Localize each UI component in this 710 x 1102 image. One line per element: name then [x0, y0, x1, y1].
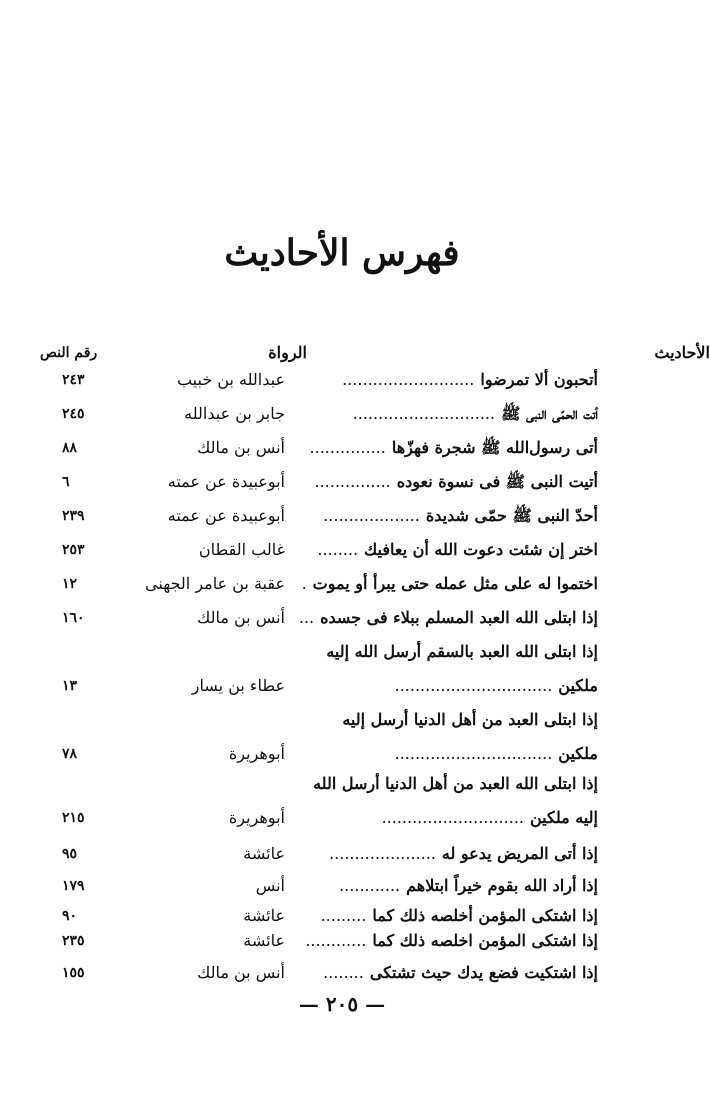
narrator-name: أبوهريرة [228, 808, 285, 827]
text-number: ١٣ [62, 678, 78, 694]
text-number: ١٢ [62, 576, 78, 592]
narrator-name: جابر بن عبدالله [184, 404, 285, 423]
hadith-text: إليه ملكين............................ [381, 808, 598, 827]
hadith-text: أتحبون ألا تمرضوا.......................... [342, 370, 598, 389]
text-number: ١٦٠ [62, 610, 85, 626]
index-row [0, 926, 684, 956]
index-row [0, 569, 684, 599]
column-header-number: رقم النص [40, 345, 98, 361]
page-number: — ٢٠٥ — [298, 992, 386, 1016]
narrator-name: أنس [255, 876, 285, 895]
narrator-name: أبوعبيدة عن عمته [167, 506, 285, 525]
text-number: ١٥٥ [62, 965, 85, 981]
hadith-text-line: إذا ابتلى العبد من أهل الدنيا أرسل إليه [342, 710, 598, 729]
text-number: ٦ [62, 474, 70, 490]
index-row-continuation [0, 769, 684, 799]
index-row [0, 603, 684, 633]
hadith-text: اختر إن شئت دعوت الله أن يعافيك........ [317, 540, 598, 559]
hadith-text: إذا اشتكى المؤمن أخلصه ذلك كما......... [320, 906, 598, 925]
index-row [0, 958, 684, 988]
index-row-continuation [0, 637, 684, 667]
index-row [0, 467, 684, 497]
text-number: ٢٣٥ [62, 933, 85, 949]
narrator-name: عائشة [243, 906, 285, 925]
index-row [0, 671, 684, 701]
narrator-name: أنس بن مالك [197, 963, 285, 982]
text-number: ٢١٥ [62, 810, 85, 826]
narrator-name: أبوهريرة [228, 744, 285, 763]
hadith-text-line: إذا ابتلى الله العبد بالسقم أرسل الله إليه [326, 642, 598, 661]
page-title: فهرس الأحاديث [224, 232, 460, 274]
index-row [0, 365, 684, 395]
hadith-text-line: إذا ابتلى الله العبد من أهل الدنيا أرسل الله [313, 774, 598, 793]
narrator-name: أبوعبيدة عن عمته [167, 472, 285, 491]
text-number: ٩٥ [62, 846, 78, 862]
text-number: ٨٨ [62, 440, 78, 456]
text-number: ٢٤٥ [62, 406, 85, 422]
index-row [0, 535, 684, 565]
text-number: ٧٨ [62, 746, 78, 762]
hadith-text: ملكين............................... [394, 744, 598, 763]
index-row [0, 501, 684, 531]
hadith-text: ملكين............................... [394, 676, 598, 695]
index-row [0, 871, 684, 901]
column-header-hadith: الأحاديث [654, 343, 710, 362]
narrator-name: عبدالله بن خبيب [176, 370, 285, 389]
text-number: ٢٥٣ [62, 542, 85, 558]
hadith-text: اختموا له على مثل عمله حتى يبرأ أو يموت. [301, 574, 598, 593]
narrator-name: عائشة [243, 844, 285, 863]
hadith-text: أتت الحمّى النبى ﷺ............................ [352, 404, 598, 423]
text-number: ١٧٩ [62, 878, 85, 894]
index-row [0, 433, 684, 463]
narrator-name: عائشة [243, 931, 285, 950]
index-row [0, 803, 684, 833]
column-header-narrator: الرواة [268, 343, 307, 362]
index-row [0, 739, 684, 769]
text-number: ٩٠ [62, 908, 78, 924]
narrator-name: عقبة بن عامر الجهنى [145, 574, 285, 593]
hadith-text: إذا اشتكى المؤمن اخلصه ذلك كما............ [305, 931, 598, 950]
text-number: ٢٣٩ [62, 508, 85, 524]
hadith-text: إذا أراد الله بقوم خيراً ابتلاهم............ [339, 876, 598, 895]
narrator-name: غالب القطان [198, 540, 285, 559]
narrator-name: أنس بن مالك [197, 438, 285, 457]
text-number: ٢٤٣ [62, 372, 85, 388]
narrator-name: أنس بن مالك [197, 608, 285, 627]
hadith-text: إذا ابتلى الله العبد المسلم ببلاء فى جسده... [298, 608, 598, 627]
hadith-text: أحدّ النبى ﷺ حمّى شديدة................... [323, 506, 598, 525]
hadith-text: إذا اشتكيت فضع يدك حيث تشتكى........ [323, 963, 598, 982]
hadith-text: أتى رسول‌الله ﷺ شجرة فهزّها............... [309, 438, 598, 457]
narrator-name: عطاء بن يسار [191, 676, 285, 695]
index-row-continuation [0, 705, 684, 735]
hadith-text: أتيت النبى ﷺ فى نسوة نعوده............... [314, 472, 598, 491]
index-row [0, 399, 684, 429]
hadith-text: إذا أتى المريض يدعو له..................... [329, 844, 598, 863]
index-row [0, 839, 684, 869]
